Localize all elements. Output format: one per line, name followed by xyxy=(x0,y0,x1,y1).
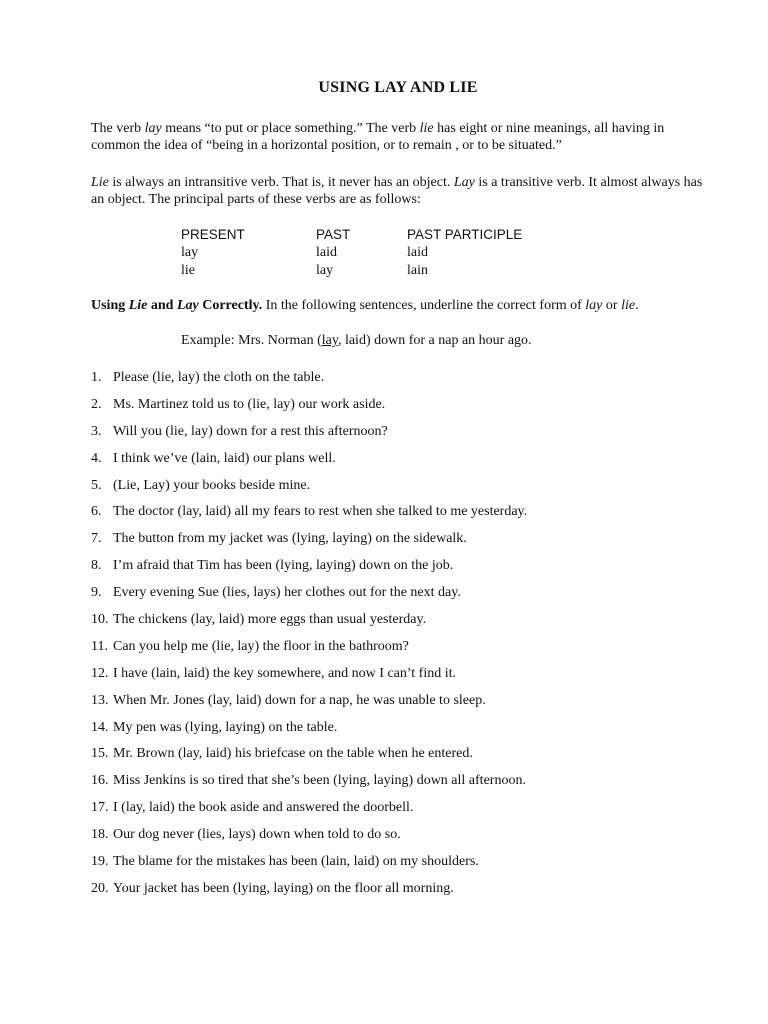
item-number: 13. xyxy=(91,692,109,708)
list-item xyxy=(91,369,527,396)
item-text: Can you help me (lie, lay) the floor in the bathroom? xyxy=(113,638,409,654)
item-text: Our dog never (lies, lays) down when told to do so. xyxy=(113,827,401,843)
item-number: 14. xyxy=(91,719,109,735)
item-text: Please (lie, lay) the cloth on the table. xyxy=(113,370,325,385)
item-number: 18. xyxy=(91,827,109,843)
list-item xyxy=(91,503,527,530)
example-underlined-answer: lay xyxy=(321,333,338,348)
list-item xyxy=(91,719,527,746)
intro-text: is a transitive verb. It almost always has an object. The principal parts of these verbs are as follows: xyxy=(91,175,703,207)
item-text: Mr. Brown (lay, laid) his briefcase on the table when he entered. xyxy=(113,746,473,762)
item-number: 10. xyxy=(91,612,109,628)
list-item xyxy=(91,745,527,772)
term-lie: lie xyxy=(621,298,636,313)
list-item xyxy=(91,423,527,450)
list-item xyxy=(91,853,527,880)
cell: laid xyxy=(407,245,428,260)
cell: lie xyxy=(181,263,195,278)
intro-text: has eight or nine meanings, all having in common the idea of “being in a horizontal position, or to remain , or to be situated.” xyxy=(91,121,665,153)
list-item xyxy=(91,638,527,665)
instruction-text: . xyxy=(635,298,639,313)
term-lay: lay xyxy=(585,298,603,313)
item-number: 11. xyxy=(91,638,108,654)
item-number: 16. xyxy=(91,773,109,789)
item-number: 4. xyxy=(91,450,102,466)
list-item xyxy=(91,665,527,692)
heading-term-lay: Lay xyxy=(176,298,199,313)
intro-paragraph-2 xyxy=(91,174,711,208)
list-item xyxy=(91,799,527,826)
list-item xyxy=(91,611,527,638)
item-text: Every evening Sue (lies, lays) her clothes out for the next day. xyxy=(113,585,461,601)
exercise-list xyxy=(91,369,527,907)
item-number: 1. xyxy=(91,370,102,385)
intro-text: means “to put or place something.” The verb xyxy=(161,121,420,136)
term-lie: Lie xyxy=(91,175,109,190)
term-lie: lie xyxy=(419,121,434,136)
item-text: I think we’ve (lain, laid) our plans well. xyxy=(113,450,336,466)
instruction-heading xyxy=(91,298,262,313)
intro-text: The verb xyxy=(91,121,145,136)
list-item xyxy=(91,530,527,557)
cell: lay xyxy=(181,245,199,260)
list-item xyxy=(91,450,527,477)
principal-parts-table xyxy=(181,226,601,280)
exercise-instruction xyxy=(91,298,731,314)
example-text: , laid) down for a nap an hour ago. xyxy=(337,333,532,348)
list-item xyxy=(91,396,527,423)
item-number: 2. xyxy=(91,396,102,412)
list-item xyxy=(91,692,527,719)
principal-parts-row xyxy=(181,262,601,280)
item-number: 19. xyxy=(91,854,109,870)
item-text: Your jacket has been (lying, laying) on the floor all morning. xyxy=(113,880,454,896)
item-text: (Lie, Lay) your books beside mine. xyxy=(113,477,311,493)
header-past-participle: PAST PARTICIPLE xyxy=(407,227,523,242)
item-number: 7. xyxy=(91,531,102,547)
principal-parts-header xyxy=(181,226,601,244)
term-lay: lay xyxy=(144,121,162,136)
intro-text: is always an intransitive verb. That is, it never has an object. xyxy=(108,175,454,190)
list-item xyxy=(91,880,527,907)
term-lay: Lay xyxy=(453,175,475,190)
cell: lay xyxy=(316,263,334,278)
cell: lain xyxy=(407,263,428,278)
item-text: The button from my jacket was (lying, laying) on the sidewalk. xyxy=(113,531,467,547)
instruction-text: In the following sentences, underline the correct form of xyxy=(262,298,586,313)
example-text: Example: Mrs. Norman ( xyxy=(181,333,322,348)
list-item xyxy=(91,826,527,853)
item-number: 3. xyxy=(91,423,102,439)
item-number: 12. xyxy=(91,665,109,681)
item-text: The blame for the mistakes has been (lain, laid) on my shoulders. xyxy=(113,854,479,870)
item-number: 5. xyxy=(91,477,102,493)
item-number: 6. xyxy=(91,504,102,520)
header-past: PAST xyxy=(316,227,351,242)
item-text: Ms. Martinez told us to (lie, lay) our work aside. xyxy=(113,396,386,412)
list-item xyxy=(91,557,527,584)
header-present: PRESENT xyxy=(181,227,245,242)
heading-text: Correctly. xyxy=(198,298,263,313)
item-text: The doctor (lay, laid) all my fears to rest when she talked to me yesterday. xyxy=(113,504,528,520)
intro-paragraph-1 xyxy=(91,120,711,154)
item-text: Miss Jenkins is so tired that she’s been (lying, laying) down all afternoon. xyxy=(113,773,526,789)
item-number: 17. xyxy=(91,800,109,816)
heading-text: and xyxy=(147,298,177,313)
list-item xyxy=(91,477,527,504)
item-number: 9. xyxy=(91,585,102,601)
item-text: Will you (lie, lay) down for a rest this afternoon? xyxy=(113,423,388,439)
item-text: I (lay, laid) the book aside and answered the doorbell. xyxy=(113,800,414,816)
item-text: My pen was (lying, laying) on the table. xyxy=(113,719,338,735)
page-title: USING LAY AND LIE xyxy=(318,79,478,96)
list-item xyxy=(91,772,527,799)
example-sentence xyxy=(181,333,532,349)
heading-term-lie: Lie xyxy=(128,298,148,313)
list-item xyxy=(91,584,527,611)
item-text: I have (lain, laid) the key somewhere, and now I can’t find it. xyxy=(113,665,457,681)
item-text: The chickens (lay, laid) more eggs than usual yesterday. xyxy=(113,612,427,628)
item-text: I’m afraid that Tim has been (lying, laying) down on the job. xyxy=(113,558,454,574)
principal-parts-row xyxy=(181,244,601,262)
item-number: 8. xyxy=(91,558,102,574)
item-text: When Mr. Jones (lay, laid) down for a nap, he was unable to sleep. xyxy=(113,692,486,708)
heading-text: Using xyxy=(91,298,129,313)
cell: laid xyxy=(316,245,337,260)
instruction-text: or xyxy=(602,298,622,313)
item-number: 20. xyxy=(91,880,109,896)
item-number: 15. xyxy=(91,746,109,762)
